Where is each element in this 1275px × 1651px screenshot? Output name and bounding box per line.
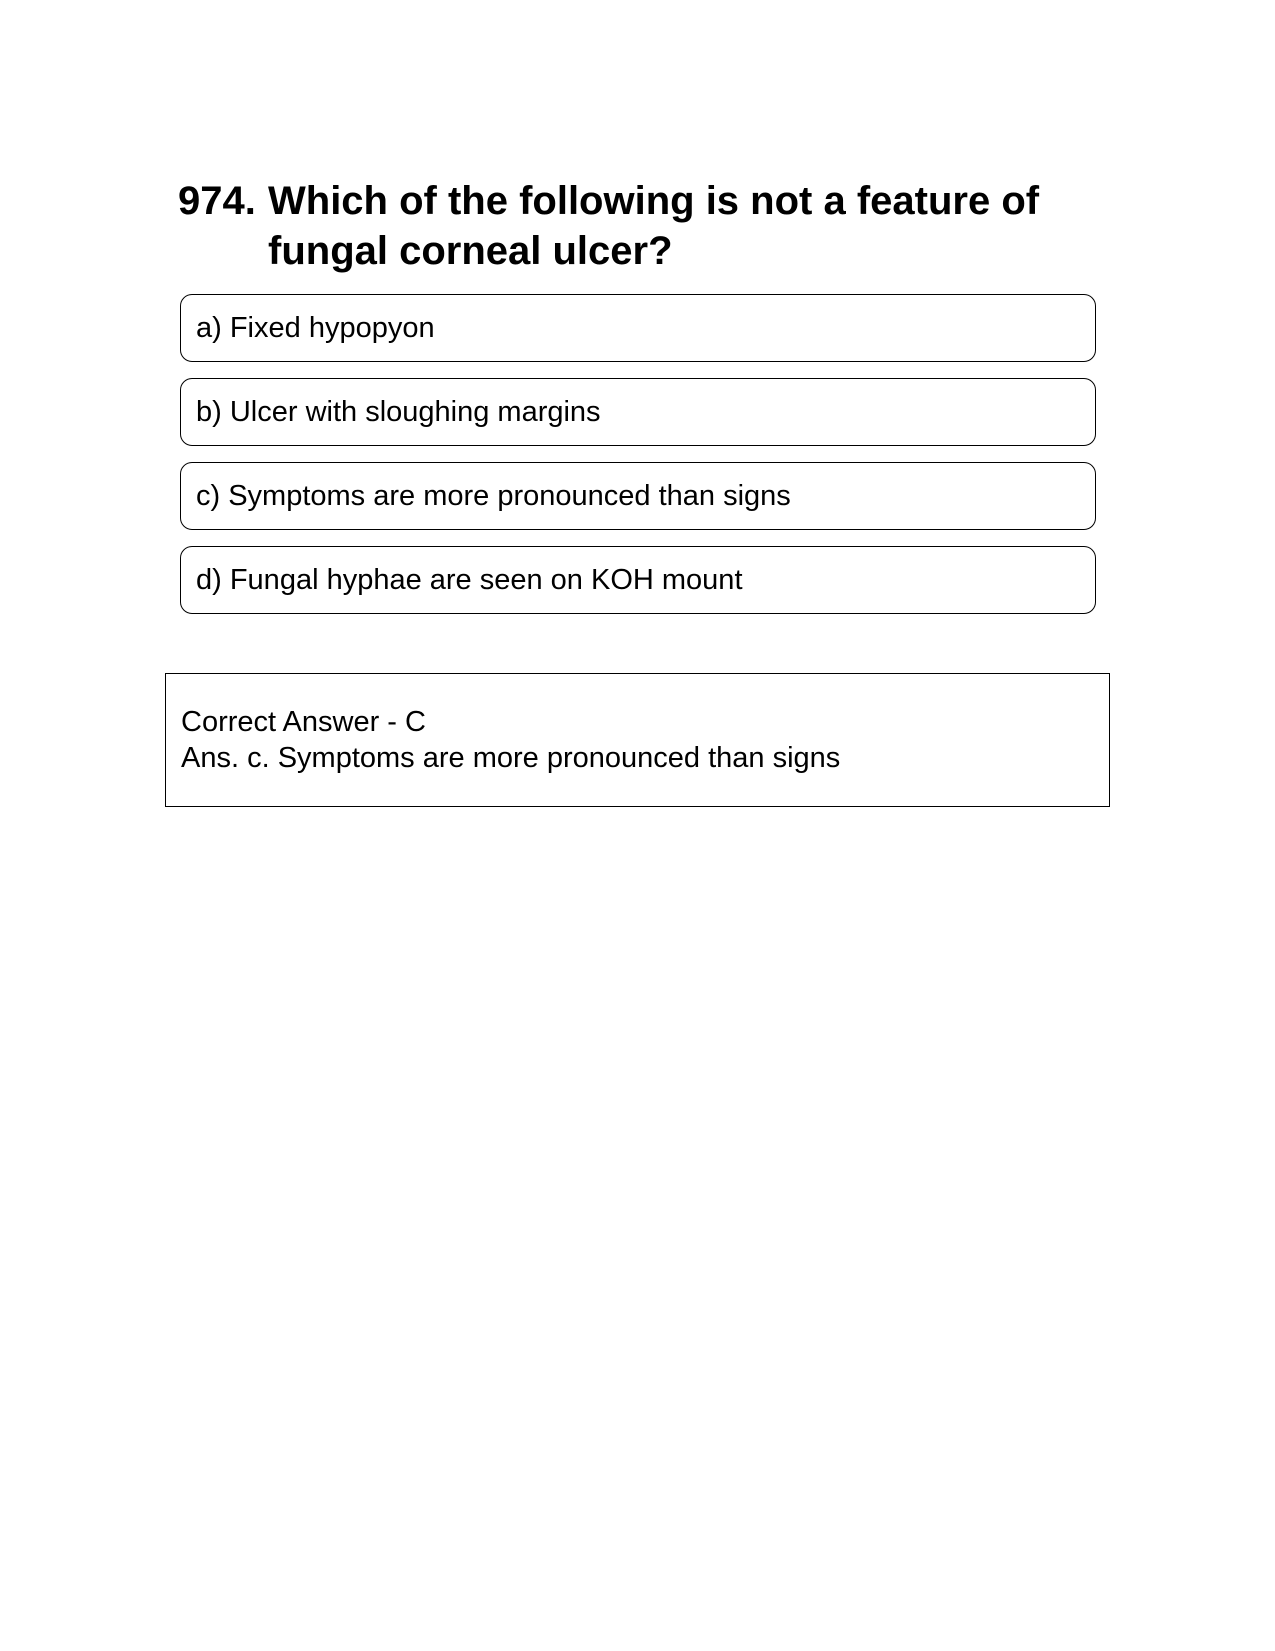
option-b[interactable] (180, 378, 1096, 446)
option-c-label: c) Symptoms are more pronounced than signs (196, 479, 791, 512)
option-c[interactable] (180, 462, 1096, 530)
question-number: 974. (178, 179, 256, 223)
question-text: Which of the following is not a feature of fungal corneal ulcer? (268, 179, 1040, 273)
answer-box (165, 673, 1110, 807)
option-a[interactable] (180, 294, 1096, 362)
correct-answer: Correct Answer - C (181, 706, 426, 738)
option-b-label: b) Ulcer with sloughing margins (196, 395, 601, 428)
answer-explanation: Ans. c. Symptoms are more pronounced than signs (181, 742, 841, 774)
option-d-label: d) Fungal hyphae are seen on KOH mount (196, 563, 743, 596)
option-a-label: a) Fixed hypopyon (196, 311, 435, 344)
options-list (180, 294, 1096, 630)
question-heading (178, 176, 1098, 276)
option-d[interactable] (180, 546, 1096, 614)
